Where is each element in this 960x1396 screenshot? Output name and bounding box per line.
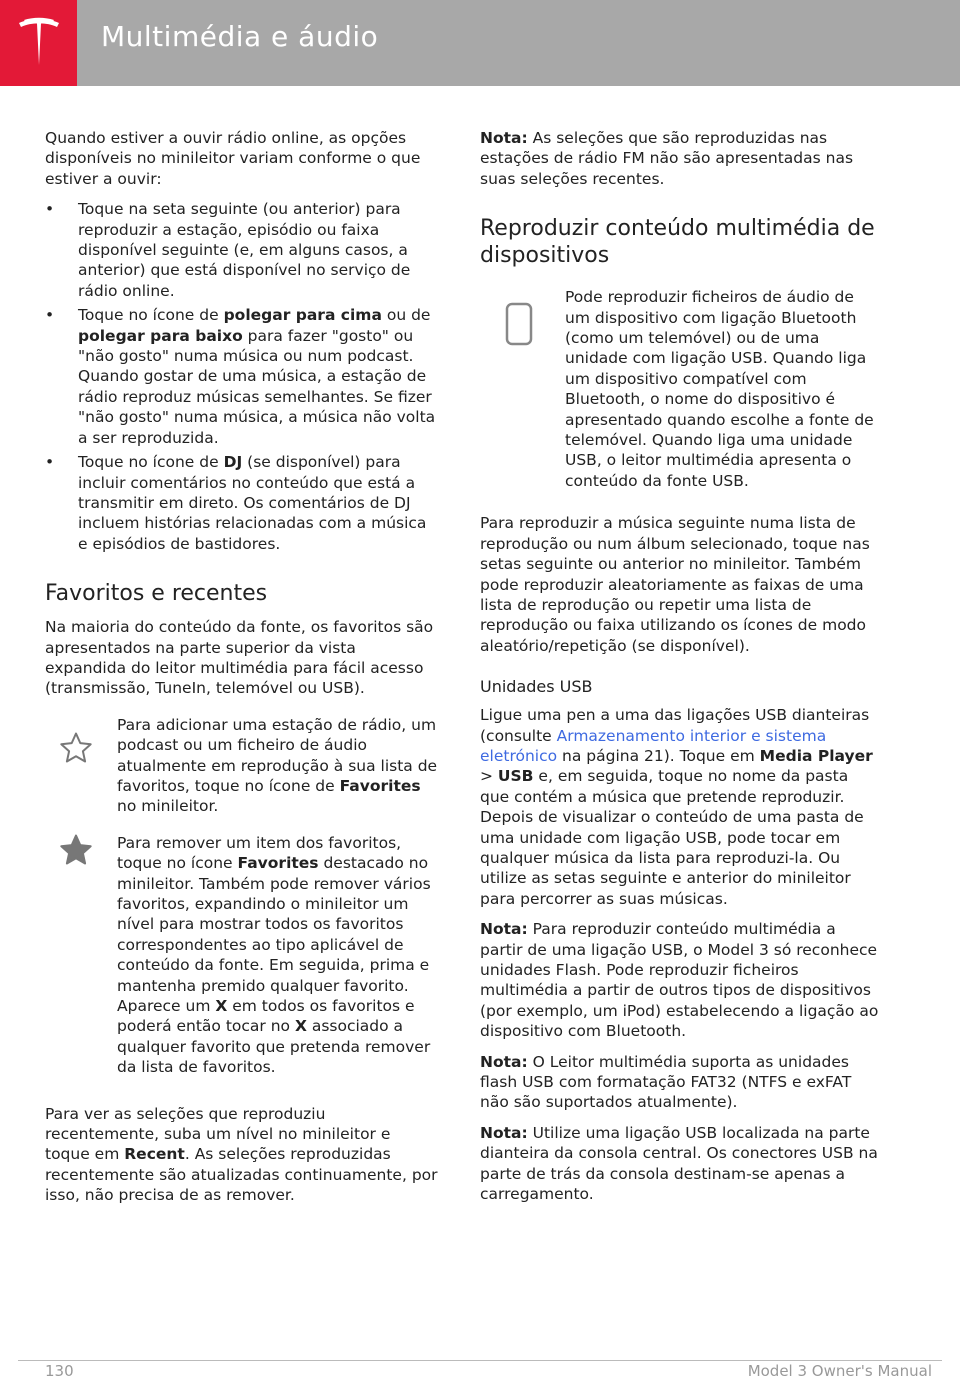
note-usb-format: Nota: O Leitor multimédia suporta as unidades flash USB com formatação FAT32 (NTFS e exFAT não são suportados atualmente). xyxy=(480,1052,852,1112)
add-favorite-block xyxy=(45,715,440,817)
star-filled-icon xyxy=(59,833,93,867)
left-column xyxy=(45,128,440,1216)
footer-divider xyxy=(18,1360,942,1361)
manual-name: Model 3 Owner's Manual xyxy=(747,1362,932,1380)
remove-favorite-block xyxy=(45,833,440,1078)
tesla-logo-icon xyxy=(17,17,61,69)
right-column xyxy=(480,128,880,1214)
heading-devices: Reproduzir conteúdo multimédia de dispositivos xyxy=(480,216,875,269)
remove-favorite-text: Para remover um item dos favoritos, toque no ícone Favorites destacado no minileitor. Também pode remover vários favoritos, expandindo o minileitor um nível para mostrar todos os favoritos correspondentes ao tipo aplicável de conteúdo da fonte. Em seguida, prima e mantenha premido qualquer favorito. Aparece um X em todos os favoritos e poderá então tocar no X associado a qualquer favorito que pretenda remover da lista de favoritos. xyxy=(117,833,431,1077)
storage-link[interactable]: Armazenamento interior e sistema eletrónico xyxy=(480,726,827,765)
phone-icon xyxy=(504,301,534,347)
intro-paragraph: Quando estiver a ouvir rádio online, as opções disponíveis no minileitor variam conforme o que estiver a ouvir: xyxy=(45,129,421,188)
playlist-paragraph: Para reproduzir a música seguinte numa lista de reprodução ou num álbum selecionado, toque nas setas seguinte ou anterior no minileitor. Também pode reproduzir aleatoriamente as faixas de uma lista de reprodução ou repetir uma lista de reprodução ou faixa utilizando os ícones de modo aleatório/repetição (se disponível). xyxy=(480,514,870,655)
heading-favorites: Favoritos e recentes xyxy=(45,581,268,607)
favorites-intro: Na maioria do conteúdo da fonte, os favoritos são apresentados na parte superior da vista expandida do leitor multimédia para fácil acesso (transmissão, TuneIn, telemóvel ou USB). xyxy=(45,618,434,698)
bullet-thumbs: • Toque no ícone de polegar para cima ou de polegar para baixo para fazer "gosto" ou "não gosto" numa música ou num podcast. Quando gostar de uma música, a estação de rádio reproduz músicas semelhantes. Se fizer "não gosto" numa música, a música não volta a ser reproduzida. xyxy=(45,305,440,448)
page-header xyxy=(0,0,960,86)
tesla-logo xyxy=(0,0,77,86)
devices-text: Pode reproduzir ficheiros de áudio de um dispositivo com ligação Bluetooth (como um telemóvel) ou de uma unidade com ligação USB. Quando liga um dispositivo compatível com Bluetooth, o nome do dispositivo é apresentado quando escolhe a fonte de telemóvel. Quando liga uma unidade USB, o leitor multimédia apresenta o conteúdo da fonte USB. xyxy=(565,288,874,490)
page-title: Multimédia e áudio xyxy=(101,20,379,53)
heading-usb: Unidades USB xyxy=(480,677,593,697)
add-favorite-text: Para adicionar uma estação de rádio, um podcast ou um ficheiro de áudio atualmente em reprodução à sua lista de favoritos, toque no ícone de Favorites no minileitor. xyxy=(117,715,438,816)
note-usb-location: Nota: Utilize uma ligação USB localizada na parte dianteira da consola central. Os conectores USB na parte de trás da consola destinam-se apenas a carregamento. xyxy=(480,1123,878,1204)
page-number: 130 xyxy=(45,1362,74,1380)
bullet-dj: • Toque no ícone de DJ (se disponível) para incluir comentários no conteúdo que está a transmitir em direto. Os comentários de DJ incluem histórias relacionadas com a música e episódios de bastidores. xyxy=(45,452,440,554)
usb-paragraph: Ligue uma pen a uma das ligações USB dianteiras (consulte Armazenamento interior e sistema eletrónico na página 21). Toque em Media Player > USB e, em seguida, toque no nome da pasta que contém a música que pretende reproduzir. Depois de visualizar o conteúdo de uma pasta de uma unidade com ligação USB, pode tocar em qualquer música da lista para reproduzi-la. Ou utilize as setas seguinte e anterior do minileitor para percorrer as suas músicas. xyxy=(480,706,873,908)
star-outline-icon xyxy=(59,731,93,765)
devices-block xyxy=(480,287,880,491)
bullet-next-prev: • Toque na seta seguinte (ou anterior) para reproduzir a estação, episódio ou faixa disponível seguinte (e, em alguns casos, a anterior) que está disponível no serviço de rádio online. xyxy=(45,199,440,301)
online-radio-options-list xyxy=(45,199,440,554)
recent-paragraph: Para ver as seleções que reproduziu recentemente, suba um nível no minileitor e toque em Recent. As seleções reproduzidas recentemente são atualizadas continuamente, por isso, não precisa de as remover. xyxy=(45,1104,438,1205)
note-fm-recent: Nota: As seleções que são reproduzidas nas estações de rádio FM não são apresentadas nas suas seleções recentes. xyxy=(480,129,854,188)
note-usb-flash: Nota: Para reproduzir conteúdo multimédia a partir de uma ligação USB, o Model 3 só reconhece unidades Flash. Pode reproduzir ficheiros multimédia a partir de outros tipos de dispositivos (por exemplo, um iPod) estabelecendo a ligação ao dispositivo com Bluetooth. xyxy=(480,920,879,1041)
